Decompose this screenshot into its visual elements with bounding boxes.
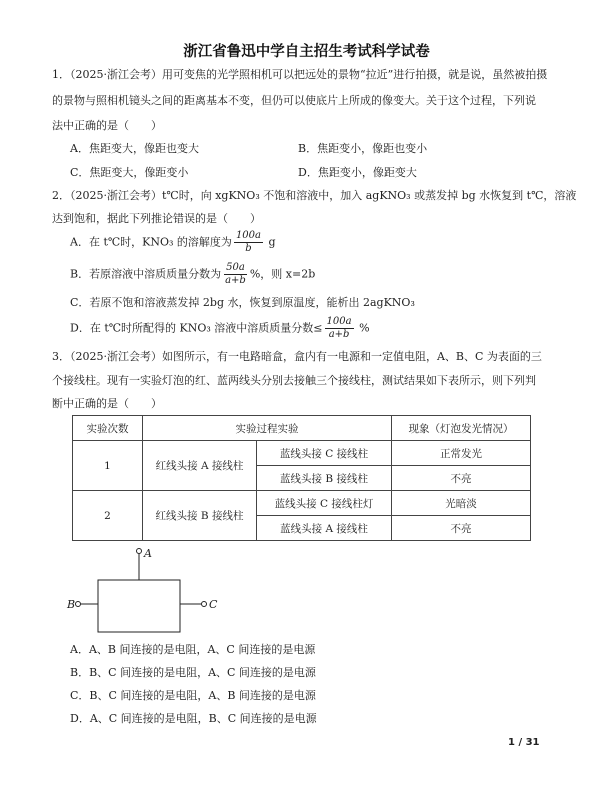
q2-option-c[interactable]: C．若原不饱和溶液蒸发掉 2bg 水，恢复到原温度，能析出 2agKNO₃ bbox=[70, 296, 415, 309]
q2-option-a[interactable] bbox=[70, 230, 276, 255]
fraction-numerator: 50a bbox=[226, 262, 245, 273]
table-cell: 蓝线头接 C 接线柱灯 bbox=[257, 491, 392, 516]
fraction bbox=[234, 230, 263, 255]
table-header-cell: 实验过程实验 bbox=[143, 416, 392, 441]
terminal-b-label: B bbox=[67, 598, 76, 611]
fraction-denominator: a+b bbox=[225, 275, 246, 286]
q3-option-d[interactable]: D．A、C 间连接的是电阻，B、C 间连接的是电源 bbox=[70, 712, 317, 725]
q1-option-c[interactable]: C．焦距变大，像距变小 bbox=[70, 166, 189, 179]
table-cell: 光暗淡 bbox=[392, 491, 531, 516]
q2-option-d[interactable] bbox=[70, 316, 370, 341]
q2-line-2: 达到饱和，据此下列推论错误的是（ ） bbox=[52, 212, 261, 225]
q3-line-2: 个接线柱。现有一实验灯泡的红、蓝两线头分别去接触三个接线柱，测试结果如下表所示，则下列判 bbox=[52, 374, 536, 387]
table-cell: 不亮 bbox=[392, 516, 531, 541]
terminal-a bbox=[137, 549, 142, 554]
q2-option-b-tail: %，则 x=2b bbox=[249, 267, 316, 281]
fraction-numerator: 100a bbox=[235, 230, 261, 241]
q2-line-1: 2．（2025·浙江会考）t℃时，向 xgKNO₃ 不饱和溶液中，加入 agKNO₃ 或蒸发掉 bg 水恢复到 t℃，溶液 bbox=[52, 189, 577, 202]
circuit-box-diagram bbox=[60, 544, 230, 644]
table-cell: 2 bbox=[73, 491, 143, 541]
q2-option-b[interactable] bbox=[70, 262, 315, 287]
table-header-cell: 现象（灯泡发光情况） bbox=[392, 416, 531, 441]
q3-option-c[interactable]: C．B、C 间连接的是电阻，A、B 间连接的是电源 bbox=[70, 689, 316, 702]
q2-option-d-text: D．在 t℃时所配得的 KNO₃ 溶液中溶质质量分数≤ bbox=[70, 321, 323, 335]
q1-line-1: 1．（2025·浙江会考）用可变焦的光学照相机可以把远处的景物“拉近”进行拍摄，就是说，虽然被拍摄 bbox=[52, 68, 548, 81]
table-cell: 红线头接 B 接线柱 bbox=[143, 491, 257, 541]
terminal-b bbox=[76, 602, 81, 607]
q2-option-b-text: B．若原溶液中溶质质量分数为 bbox=[70, 267, 222, 281]
q3-option-b[interactable]: B．B、C 间连接的是电阻，A、C 间连接的是电源 bbox=[70, 666, 316, 679]
q3-line-3: 断中正确的是（ ） bbox=[52, 397, 162, 410]
q3-option-a[interactable]: A．A、B 间连接的是电阻，A、C 间连接的是电源 bbox=[70, 643, 316, 656]
q2-option-d-unit: % bbox=[359, 321, 370, 335]
table-cell: 蓝线头接 A 接线柱 bbox=[257, 516, 392, 541]
fraction bbox=[325, 316, 354, 341]
fraction-denominator: b bbox=[245, 243, 252, 254]
q1-option-b[interactable]: B．焦距变小，像距也变小 bbox=[298, 142, 428, 155]
table-cell: 正常发光 bbox=[392, 441, 531, 466]
q1-line-2: 的景物与照相机镜头之间的距离基本不变，但仍可以使底片上所成的像变大。关于这个过程，下列说 bbox=[52, 94, 536, 107]
q1-option-d[interactable]: D．焦距变小，像距变大 bbox=[298, 166, 417, 179]
table-cell: 红线头接 A 接线柱 bbox=[143, 441, 257, 491]
page-number: 1 / 31 bbox=[508, 737, 540, 748]
terminal-c-label: C bbox=[209, 598, 218, 611]
terminal-c bbox=[202, 602, 207, 607]
q2-option-a-unit: g bbox=[268, 235, 276, 249]
table-cell: 不亮 bbox=[392, 466, 531, 491]
page-title: 浙江省鲁迅中学自主招生考试科学试卷 bbox=[183, 44, 430, 60]
table-row bbox=[73, 441, 531, 466]
table-row bbox=[73, 491, 531, 516]
q2-option-a-text: A．在 t℃时，KNO₃ 的溶解度为 bbox=[70, 235, 232, 249]
table-cell: 蓝线头接 B 接线柱 bbox=[257, 466, 392, 491]
fraction-numerator: 100a bbox=[326, 316, 352, 327]
q3-line-1: 3．（2025·浙江会考）如图所示，有一电路暗盒，盒内有一电源和一定值电阻，A、B、C 为表面的三 bbox=[52, 350, 542, 363]
terminal-a-label: A bbox=[144, 547, 152, 560]
black-box bbox=[98, 580, 180, 632]
q1-option-a[interactable]: A．焦距变大，像距也变大 bbox=[70, 142, 199, 155]
fraction bbox=[223, 262, 248, 287]
q1-line-3: 法中正确的是（ ） bbox=[52, 119, 162, 132]
table-cell: 蓝线头接 C 接线柱 bbox=[257, 441, 392, 466]
fraction-denominator: a+b bbox=[328, 329, 350, 340]
table-header-cell: 实验次数 bbox=[73, 416, 143, 441]
experiment-table bbox=[72, 415, 531, 541]
table-header-row bbox=[73, 416, 531, 441]
table-cell: 1 bbox=[73, 441, 143, 491]
